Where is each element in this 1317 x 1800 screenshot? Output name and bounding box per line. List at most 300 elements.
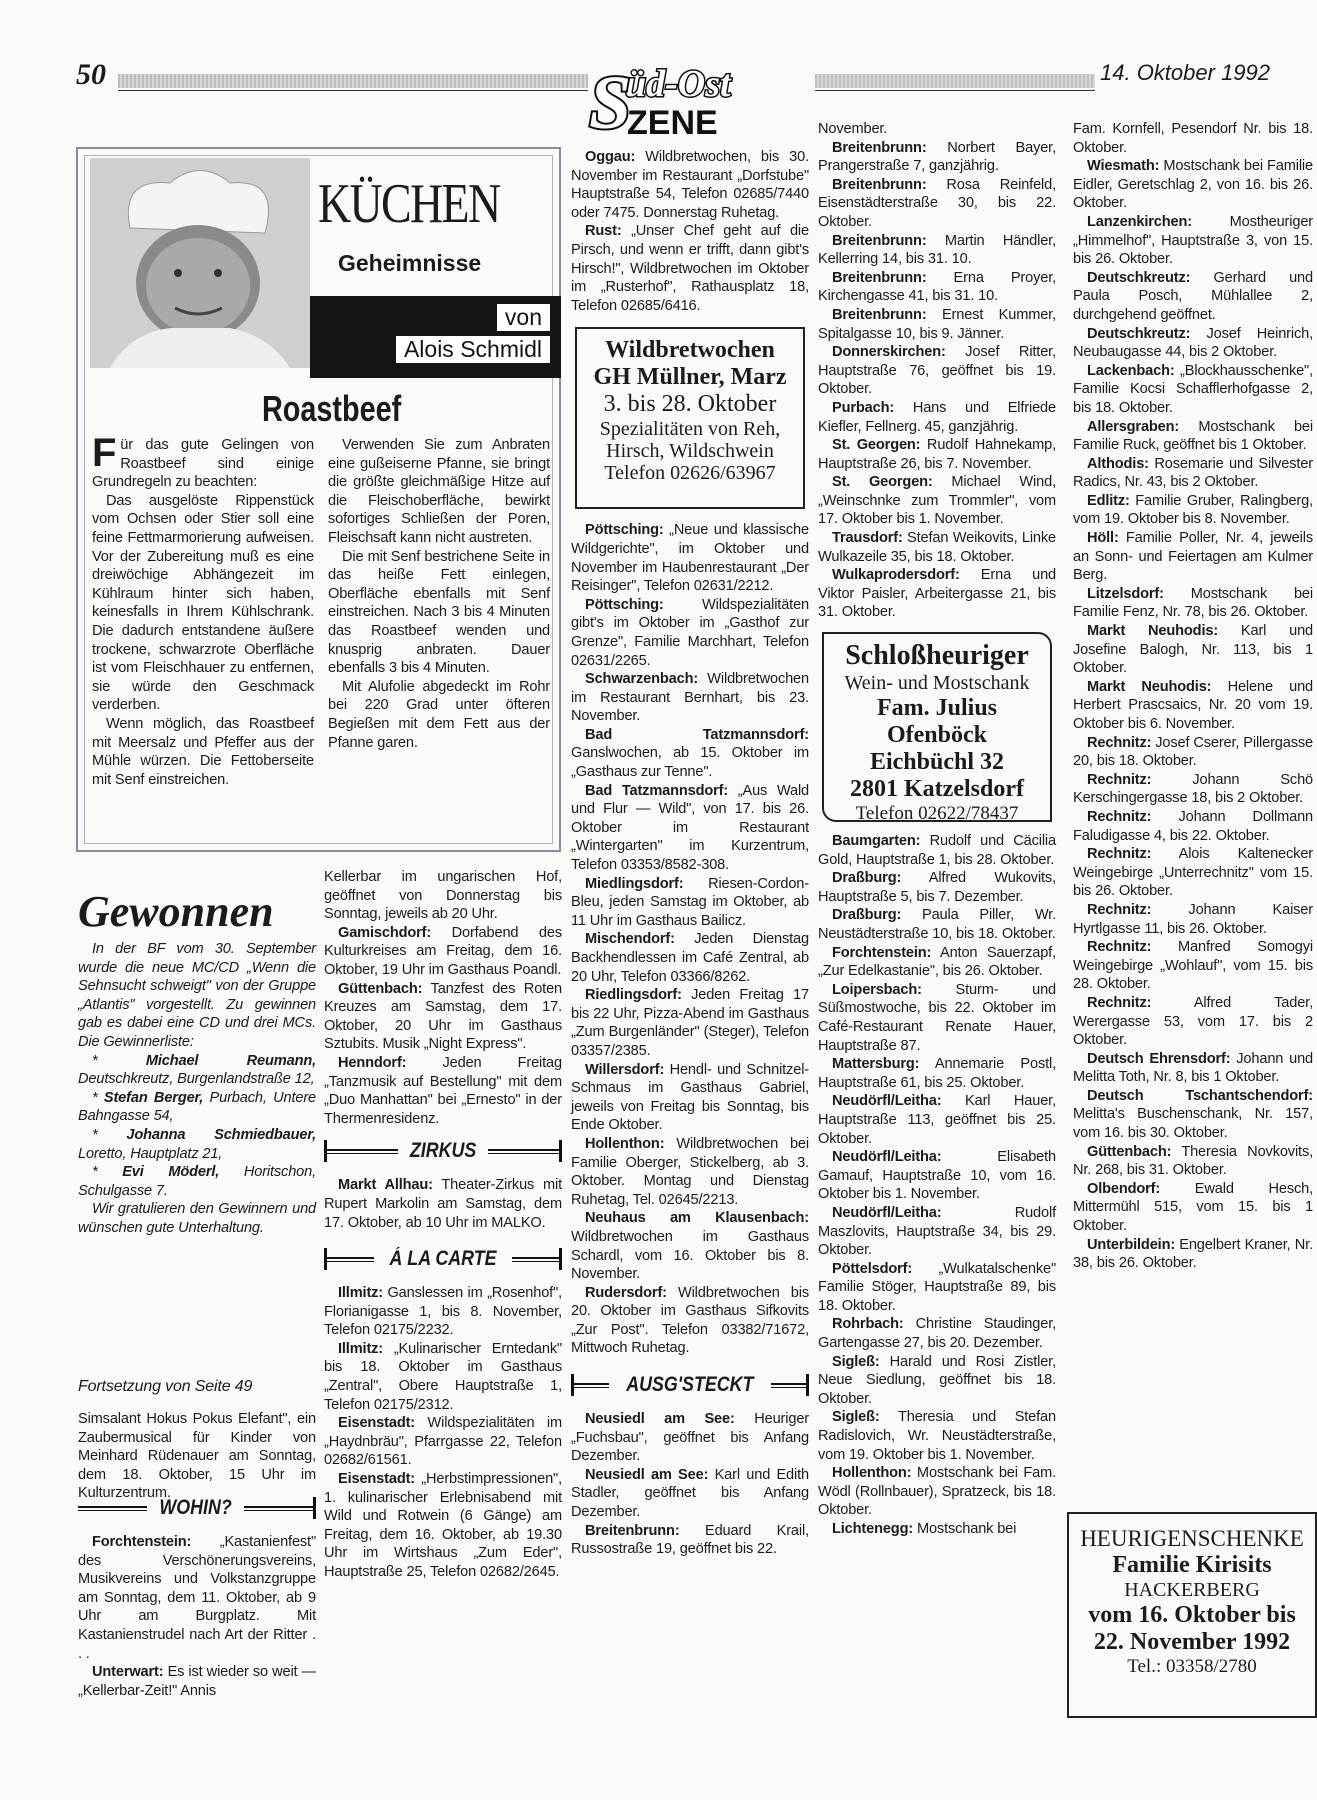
listing-entry	[1073, 845, 1313, 901]
listing-text: Wildspezialitäten im „Haydnbräu", Pfarrgasse 22, Telefon 02682/61561.	[324, 1415, 562, 1469]
listing-place: Rechnitz:	[1087, 994, 1152, 1011]
listing-entry	[78, 1533, 316, 1663]
listing-entry	[818, 306, 1056, 343]
listing-text: Gerhard und Paula Posch, Mühlallee 2, durchgehend geöffnet.	[1073, 269, 1313, 323]
listing-text: Erna und Viktor Paisler, Arbeitergasse 21, bis 31. Oktober.	[818, 567, 1056, 621]
winner-name: Stefan Berger,	[103, 1089, 204, 1106]
listing-place: Forchtenstein:	[92, 1534, 192, 1550]
listing-text: Karl und Edith Stadler, geöffnet bis Anfang Dezember.	[571, 1466, 809, 1521]
listing-entry	[818, 906, 1056, 943]
column-4	[818, 120, 1056, 1718]
listing-text: Theresia Novkovits, Nr. 268, bis 31. Oktober.	[1073, 1143, 1313, 1179]
listing-text: Martin Händler, Kellerring 14, bis 31. 10.	[818, 232, 1056, 268]
listing-text: Dorfabend des Kulturkreises am Freitag, dem 16. Oktober, 19 Uhr im Gasthaus Poandl.	[324, 924, 562, 978]
listing-entry	[818, 139, 1056, 176]
fortsetzung-text: Simsalant Hokus Pokus Elefant", ein Zaubermusical für Kinder von Meinhard Rüdenauer am Sonntag, dem 18. Oktober, 15 Uhr im Kulturzentrum.	[78, 1411, 316, 1502]
wohin-section	[78, 1485, 316, 1700]
listing-group	[324, 1284, 562, 1582]
listing-entry	[818, 944, 1056, 981]
listing-place: Breitenbrunn:	[832, 176, 927, 193]
paragraph: ür das gute Gelingen von Roastbeef sind einige Grundregeln zu beachten:	[92, 437, 314, 491]
listing-place: Rechnitz:	[1087, 901, 1152, 918]
listing-place: Rechnitz:	[1087, 939, 1152, 956]
listing-entry	[1073, 418, 1313, 455]
listing-entry	[818, 1520, 1056, 1539]
listing-entry	[571, 670, 809, 726]
listing-text: Josef Ritter, Hauptstraße 76, geöffnet bis 19. Oktober.	[818, 344, 1056, 398]
section-heading-ausgsteckt	[571, 1372, 809, 1398]
winner-name: Evi Möderl,	[122, 1164, 220, 1181]
listing-place: Forchtenstein:	[832, 944, 932, 961]
ad-line: Telefon 02626/63967	[604, 462, 776, 485]
listing-text: Familie Gruber, Ralingberg, vom 19. Oktober bis 8. November.	[1073, 492, 1313, 528]
listing-entry	[324, 1284, 562, 1340]
listing-place: Draßburg:	[832, 907, 902, 924]
listing-place: Deutschkreutz:	[1087, 269, 1191, 286]
listing-place: Deutsch Ehrensdorf:	[1087, 1050, 1231, 1067]
paragraph: Wenn möglich, das Roastbeef mit Meersalz und Pfeffer aus der Mühle würzen. Die Fettoberseite mit Senf einstreichen.	[92, 715, 314, 788]
listing-place: Bad Tatzmannsdorf:	[585, 782, 729, 799]
listing-text: Annemarie Postl, Hauptstraße 61, bis 25. Oktober.	[818, 1056, 1056, 1091]
listing-text: „Aus Wald und Flur — Wild", von 17. bis 26. Oktober im Restaurant „Wintergarten" im Kurzentrum, Telefon 03353/8582-308.	[571, 782, 810, 874]
listing-text: Johann Schö Kerschingergasse 18, bis 2 Oktober.	[1073, 771, 1313, 807]
listing-entry	[571, 222, 809, 315]
listing-text: Hans und Elfriede Kiefler, Fellnerg. 45, ganzjährig.	[818, 399, 1056, 435]
listing-place: Illmitz:	[338, 1340, 384, 1357]
ad-line: GH Müllner, Marz	[593, 364, 787, 391]
listing-entry	[78, 1663, 316, 1700]
listing-place: Unterwart:	[92, 1664, 164, 1681]
listing-place: Illmitz:	[338, 1285, 384, 1302]
listing-entry	[1073, 734, 1313, 771]
listing-entry	[818, 566, 1056, 622]
listing-place: Edlitz:	[1087, 492, 1130, 509]
listing-place: Loipersbach:	[832, 981, 922, 998]
listing-entry	[571, 726, 809, 782]
listing-text: Josef Cserer, Pillergasse 20, bis 18. Oktober.	[1073, 734, 1313, 770]
listing-text: Christine Staudinger, Gartengasse 27, bis 20. Dezember.	[818, 1316, 1056, 1352]
listing-entry	[1073, 938, 1313, 994]
header-rule-left	[118, 74, 588, 88]
listing-entry	[1073, 529, 1313, 585]
listing-place: Breitenbrunn:	[832, 306, 927, 323]
listing-text: Wildbretwochen bis 20. Oktober im Gasthaus Sifkovits „Zur Post". Telefon 03382/71672, Mittwoch Ruhetag.	[571, 1284, 809, 1357]
gewonnen-text	[78, 940, 316, 1238]
ad-line: Wildbretwochen	[605, 337, 775, 364]
listing-text: Riesen-Cordon-Bleu, jeden Samstag im Oktober, ab 11 Uhr im Gasthaus Bailicz.	[571, 875, 809, 929]
listing-entry	[1073, 1143, 1313, 1180]
ad-line: Eichbüchl 32	[869, 749, 1005, 776]
listing-text: Mostheuriger „Himmelhof", Hauptstraße 3, von 15. bis 26. Oktober.	[1073, 213, 1313, 268]
listing-place: Purbach:	[832, 399, 895, 416]
listing-text: Es ist wieder so weit — „Kellerbar-Zeit!" Annis	[78, 1664, 316, 1699]
listing-text: „Kulinarischer Erntedank" bis 18. Oktober im Gasthaus „Zentral", Obere Hauptstraße 1, Telefon 02175/2312.	[324, 1340, 562, 1413]
winner-address: Purbach, Untere Bahngasse 54,	[78, 1089, 317, 1125]
listing-place: Deutschkreutz:	[1087, 325, 1191, 342]
listing-text: Johann Dollmann Faludigasse 4, bis 22. Oktober.	[1073, 808, 1313, 844]
listing-entry	[818, 1055, 1056, 1092]
listing-text: Mostschank bei Familie Eidler, Geretschlag 2, von 16. bis 26. Oktober.	[1073, 158, 1313, 212]
listing-group	[571, 1410, 809, 1559]
listing-text: November.	[818, 121, 888, 137]
listing-group	[818, 832, 1056, 1539]
listing-group	[818, 120, 1056, 622]
listing-entry	[1073, 771, 1313, 808]
listing-text: „Herbstimpressionen", 1. kulinarischer Erlebnisabend mit Wild und Rotwein (6 Gänge) am Freitag, dem 16. Oktober, ab 19.30 Uhr im Wirtshaus „Zum Eder", Hauptstraße 25, Telefon 02682/2645.	[324, 1471, 562, 1580]
listing-place: Schwarzenbach:	[585, 671, 699, 688]
listing-entry	[1073, 1087, 1313, 1143]
ad-line: Telefon 02622/78437	[855, 803, 1019, 825]
listing-place: Rechnitz:	[1087, 808, 1152, 825]
listing-entry	[1073, 325, 1313, 362]
listing-entry	[818, 232, 1056, 269]
listing-text: Wildspezialitäten gibt's im Oktober im „Gasthof zur Grenze", Familie Marchhart, Telefon 02631/2265.	[571, 596, 809, 669]
ad-line: Spezialitäten von Reh, Hirsch, Wildschwein	[599, 418, 781, 463]
header-line	[118, 90, 588, 91]
listing-entry	[571, 1135, 809, 1209]
listing-text: Anton Sauerzapf, „Zur Edelkastanie", bis 26. Oktober.	[818, 944, 1056, 980]
byline-von: von	[497, 304, 550, 331]
paragraph: Das ausgelöste Rippenstück vom Ochsen oder Stier soll eine feine Fettmarmorierung aufweisen. Vor der Zubereitung muß es eine dreiwöchige Abhängezeit im Kühlraum hinter sich haben, keinesfalls in Ihrem Kühlschrank. Die dadurch entstandene äußere trockene, schwarzrote Oberfläche ist vom Fleischhauer zu entfernen, sie würde den Geschmack verderben.	[92, 492, 314, 714]
ad-line: Wein- und Mostschank	[844, 672, 1030, 695]
listing-group	[324, 868, 562, 1128]
listing-place: Rechnitz:	[1087, 771, 1152, 788]
feature-title: KÜCHEN	[318, 173, 500, 235]
recipe-headline: Roastbeef	[262, 388, 402, 429]
sued-ost-szene-logo	[585, 58, 810, 145]
paragraph: Verwenden Sie zum Anbraten eine gußeiserne Pfanne, sie bringt die größte gleichmäßige Hitze auf die Fleischoberfläche, bewirkt sofortiges Schließen der Poren, Fleischsaft kann nicht austreten.	[328, 437, 550, 546]
section-label: Á LA CARTE	[389, 1247, 497, 1271]
listing-text: Fam. Kornfell, Pesendorf Nr. bis 18. Oktober.	[1073, 121, 1313, 156]
byline	[310, 296, 550, 378]
listing-entry	[818, 1092, 1056, 1148]
listing-entry	[1073, 1180, 1313, 1236]
listing-place: St. Georgen:	[832, 474, 933, 491]
listing-entry	[571, 986, 809, 1060]
listing-place: Trausdorf:	[832, 530, 903, 547]
listing-place: Deutsch Tschantschendorf:	[1087, 1087, 1313, 1104]
listing-place: Neudörfl/Leitha:	[832, 1149, 942, 1166]
listing-place: Eisenstadt:	[338, 1415, 416, 1432]
listing-text: Josef Heinrich, Neubaugasse 44, bis 2 Oktober.	[1073, 325, 1313, 361]
listing-entry	[324, 1054, 562, 1128]
listing-entry	[571, 782, 809, 875]
listing-entry	[818, 473, 1056, 529]
listing-text: Hendl- und Schnitzel-Schmaus im Gasthaus Gabriel, jeweils von Freitag bis Sonntag, bis Ende Oktober.	[571, 1061, 809, 1134]
listing-text: Wildbretwochen im Gasthaus Schardl, vom 16. Oktober bis 8. November.	[571, 1228, 809, 1283]
listing-place: Lanzenkirchen:	[1087, 213, 1192, 230]
listing-text: Michael Wind, „Weinschnke zum Trommler", vom 17. Oktober bis 1. November.	[818, 474, 1056, 528]
listing-text: Mostschank bei Fam. Wödl (Rollnbauer), Spratzeck, bis 18. Oktober.	[818, 1465, 1056, 1519]
winner-list	[78, 1052, 316, 1201]
listing-text: Theresia und Stefan Radislovich, Wr. Neustädterstraße, vom 19. Oktober bis 1. November.	[818, 1409, 1056, 1463]
listing-place: Markt Neuhodis:	[1087, 623, 1219, 640]
listing-place: Hollenthon:	[832, 1465, 912, 1482]
listing-place: Rechnitz:	[1087, 846, 1152, 863]
byline-author: Alois Schmidl	[396, 336, 550, 363]
listing-text: Manfred Somogyi Weingebirge „Wohlauf", vom 15. bis 28. Oktober.	[1073, 939, 1313, 993]
listing-text: Heuriger „Fuchsbau", geöffnet bis Anfang Dezember.	[571, 1411, 809, 1465]
ad-line: HACKERBERG	[1124, 1579, 1260, 1601]
ad-heurigenschenke	[1067, 1512, 1317, 1718]
listing-text: Jeden Freitag „Tanzmusik auf Bestellung" mit dem „Duo Manhattan" bei „Ernesto" in der Thermenresidenz.	[324, 1054, 562, 1127]
listing-text: Jeden Dienstag Backhendlessen im Café Zentral, ab 20 Uhr, Telefon 03366/8262.	[571, 931, 809, 985]
listing-place: St. Georgen:	[832, 437, 921, 454]
ad-line: 2801 Katzelsdorf	[850, 776, 1024, 803]
listing-text: Theater-Zirkus mit Rupert Markolin am Samstag, dem 17. Oktober, ab 10 Uhr im MALKO.	[324, 1177, 562, 1231]
ad-line: Fam. Julius Ofenböck	[876, 695, 998, 749]
header-line	[815, 90, 1095, 91]
listing-place: Henndorf:	[338, 1054, 407, 1071]
section-label: WOHIN?	[159, 1496, 232, 1519]
listing-text: Ganslwochen, ab 15. Oktober im „Gasthaus zur Tenne".	[571, 745, 809, 781]
listing-entry	[818, 832, 1056, 869]
listing-text: Johann und Melitta Toth, Nr. 8, bis 1 Oktober.	[1073, 1050, 1314, 1086]
listing-place: Wiesmath:	[1087, 158, 1160, 175]
listing-text: Harald und Rosi Zistler, Neue Siedlung, geöffnet bis 18. Oktober.	[818, 1353, 1056, 1407]
winner: * Johanna Schmiedbauer, Loretto, Hauptplatz 21,	[78, 1126, 317, 1162]
listing-place: Lichtenegg:	[832, 1521, 914, 1537]
listing-text: Alfred Tader, Werergasse 53, vom 17. bis 2 Oktober.	[1073, 994, 1313, 1049]
listing-place: Neusiedl am See:	[585, 1466, 709, 1483]
ad-wildbretwochen	[575, 327, 805, 509]
winner: * Michael Reumann, Deutschkreutz, Burgenlandstraße 12,	[78, 1052, 317, 1088]
listing-entry	[1073, 994, 1313, 1050]
listing-entry	[324, 1176, 562, 1232]
winner-address: Horitschon, Schulgasse 7.	[78, 1164, 317, 1199]
listing-entry	[1073, 585, 1313, 622]
listing-text: Mostschank bei Familie Fenz, Nr. 78, bis 26. Oktober.	[1073, 585, 1313, 621]
feature-subtitle: Geheimnisse	[338, 250, 482, 276]
listing-entry	[324, 1340, 562, 1414]
ad-line: Familie Kirisits	[1112, 1552, 1272, 1578]
listing-entry	[571, 875, 809, 931]
listing-place: Breitenbrunn:	[585, 1522, 680, 1539]
listing-text: Paula Piller, Wr. Neustädterstraße 10, bis 18. Oktober.	[818, 907, 1056, 942]
listing-text: Erna Proyer, Kirchengasse 41, bis 31. 10.	[818, 269, 1056, 305]
listing-place: Neuhaus am Klausenbach:	[585, 1210, 809, 1227]
listing-group	[78, 1533, 316, 1700]
listing-place: Neudörfl/Leitha:	[832, 1204, 942, 1221]
listing-entry	[818, 176, 1056, 232]
listing-place: Rechnitz:	[1087, 734, 1152, 751]
listing-entry	[1073, 213, 1313, 269]
listing-entry	[818, 529, 1056, 566]
listing-entry	[571, 1466, 809, 1522]
listing-place: Lackenbach:	[1087, 362, 1175, 379]
listing-text: Rudolf Hahnekamp, Hauptstraße 26, bis 7. November.	[818, 437, 1056, 472]
listing-text: Helene und Herbert Prascsaics, Nr. 20 vom 19. Oktober bis 6. November.	[1073, 678, 1314, 732]
listing-entry	[571, 1061, 809, 1135]
listing-entry	[1073, 492, 1313, 529]
listing-text: Karl und Josefine Balogh, Nr. 113, bis 1 Oktober.	[1073, 623, 1313, 677]
listing-place: Rohrbach:	[832, 1316, 904, 1333]
listing-place: Pöttsching:	[585, 522, 664, 539]
listing-entry	[818, 869, 1056, 906]
listing-entry	[571, 930, 809, 986]
listing-entry	[818, 1315, 1056, 1352]
listing-place: Miedlingsdorf:	[585, 875, 684, 892]
gewonnen-intro: In der BF vom 30. September wurde die neue MC/CD „Wenn die Sehnsucht schweigt" von der Gruppe „Atlantis" vorgestellt. Zu gewinnen gab es dabei eine CD und drei MCs. Die Gewinnerliste:	[78, 941, 316, 1050]
listing-text: Ganslessen im „Rosenhof", Florianigasse 1, bis 8. November, Telefon 02175/2232.	[324, 1285, 562, 1339]
listing-entry	[818, 399, 1056, 436]
listing-place: Mattersburg:	[832, 1056, 920, 1073]
listing-entry	[1073, 808, 1313, 845]
listing-text: Stefan Weikovits, Linke Wulkazeile 35, bis 18. Oktober.	[818, 530, 1056, 565]
listing-text: „Wulkatalschenke" Familie Stöger, Hauptstraße 89, bis 18. Oktober.	[818, 1260, 1056, 1314]
winner: * Stefan Berger, Purbach, Untere Bahngasse 54,	[78, 1089, 317, 1125]
listing-place: Rust:	[585, 223, 622, 240]
listing-place: Bad Tatzmannsdorf:	[585, 726, 809, 743]
dropcap: F	[92, 431, 117, 475]
svg-text:S: S	[589, 61, 632, 145]
ad-line: vom 16. Oktober bis	[1088, 1602, 1296, 1628]
listing-place: Althodis:	[1087, 455, 1149, 472]
listing-text: „Kastanienfest" des Verschönerungsvereins, Musikvereins und Volkstanzgruppe am Sonntag, dem 11. Oktober, ab 9 Uhr am Burgplatz. Mit Kastanienstrudel nach Art der Ritter . . .	[78, 1534, 316, 1662]
listing-place: Olbendorf:	[1087, 1180, 1161, 1197]
listing-text: Wildbretwochen, bis 30. November im Restaurant „Dorfstube" Hauptstraße 54, Telefon 02685/7440 oder 7475. Donnerstag Ruhetag.	[571, 149, 809, 221]
listing-place: Breitenbrunn:	[832, 269, 927, 286]
winner-name: Johanna Schmiedbauer,	[126, 1126, 317, 1143]
listing-place: Güttenbach:	[1087, 1143, 1172, 1160]
issue-date: 14. Oktober 1992	[1100, 60, 1271, 85]
listing-place: Baumgarten:	[832, 833, 921, 850]
listing-place: Mischendorf:	[585, 931, 675, 948]
listing-entry	[818, 436, 1056, 473]
listing-text: Rosa Reinfeld, Eisenstädterstraße 30, bis 22. Oktober.	[818, 176, 1056, 230]
section-heading-wohin	[78, 1495, 316, 1521]
listing-entry	[1073, 120, 1313, 157]
listing-entry	[1073, 622, 1313, 678]
section-heading-zirkus	[324, 1138, 562, 1164]
column-5	[1073, 120, 1313, 1500]
listing-entry	[818, 343, 1056, 399]
winner-address: Deutschkreutz, Burgenlandstraße 12,	[78, 1071, 315, 1088]
gewonnen-heading: Gewonnen	[78, 887, 274, 936]
listing-text: Ewald Hesch, Mittermühl 515, vom 15. bis 1 Oktober.	[1073, 1180, 1313, 1235]
winner: * Evi Möderl, Horitschon, Schulgasse 7.	[78, 1164, 317, 1199]
listing-entry	[324, 1414, 562, 1470]
listing-text: Elisabeth Gamauf, Hauptstraße 10, vom 16. Oktober bis 1. November.	[818, 1149, 1056, 1203]
listing-text: „Blockhausschenke", Familie Kocsi Schafflerhofgasse 2, bis 18. Oktober.	[1073, 362, 1313, 416]
listing-text: Norbert Bayer, Prangerstraße 7, ganzjährig.	[818, 139, 1056, 175]
listing-entry	[324, 924, 562, 980]
listing-entry	[818, 1204, 1056, 1260]
section-label: AUSG'STECKT	[626, 1373, 754, 1397]
listing-text: Johann Kaiser Hyrtlgasse 11, bis 26. Oktober.	[1073, 901, 1313, 937]
listing-entry	[571, 1284, 809, 1358]
listing-entry	[571, 1209, 809, 1283]
ad-line: HEURIGENSCHENKE	[1080, 1526, 1304, 1551]
winner-address: Loretto, Hauptplatz 21,	[78, 1145, 223, 1162]
listing-place: Donnerskirchen:	[832, 344, 946, 361]
listing-text: Wildbretwochen im Restaurant Bernhart, bis 23. November.	[571, 671, 809, 725]
listing-entry	[571, 148, 809, 222]
listing-entry	[324, 1470, 562, 1582]
listing-entry	[818, 1260, 1056, 1316]
ad-line: 22. November 1992	[1093, 1629, 1291, 1655]
listing-text: Jeden Freitag 17 bis 22 Uhr, Pizza-Abend im Gasthaus „Zum Burgenländer" (Steger), Telefon 03357/2385.	[571, 987, 809, 1059]
header-rule-right	[815, 74, 1095, 88]
listing-entry	[324, 868, 562, 924]
listing-place: Neusiedl am See:	[585, 1411, 735, 1428]
listing-entry	[1073, 157, 1313, 213]
listing-entry	[1073, 1050, 1313, 1087]
listing-place: Höll:	[1087, 530, 1119, 547]
listing-text: Alois Kaltenecker Weingebirge „Unterrechnitz" vom 15. bis 26. Oktober.	[1073, 846, 1313, 900]
listing-place: Hollenthon:	[585, 1135, 665, 1152]
listing-text: „Unser Chef geht auf die Pirsch, und wenn er trifft, dann gibt's Hirsch!", Wildbretwochen im Oktober im „Rusterhof", Rathausplatz 18, Telefon 02685/6416.	[571, 223, 809, 314]
page-number: 50	[76, 58, 106, 91]
fortsetzung-label: Fortsetzung von Seite 49	[78, 1378, 253, 1395]
listing-group	[1073, 120, 1313, 1273]
winner-name: Michael Reumann,	[145, 1052, 317, 1069]
column-2	[324, 868, 562, 1718]
listing-text: Mostschank bei	[913, 1521, 1017, 1537]
ad-line: Tel.: 03358/2780	[1127, 1656, 1257, 1677]
listing-text: Eduard Krail, Russostraße 19, geöffnet bis 22.	[571, 1522, 809, 1558]
listing-text: Sturm- und Süßmostwoche, bis 22. Oktober im Café-Restaurant Renate Hauer, Hauptstraße 87.	[818, 981, 1056, 1054]
section-label: ZIRKUS	[409, 1139, 477, 1163]
listing-text: Tanzfest des Roten Kreuzes am Samstag, dem 17. Oktober, 20 Uhr im Gasthaus Sztubits. Musik „Night Express".	[324, 980, 562, 1053]
listing-place: Pöttsching:	[585, 596, 664, 613]
listing-text: Alfred Wukovits, Hauptstraße 5, bis 7. Dezember.	[818, 870, 1056, 905]
column-3	[571, 148, 809, 1718]
listing-place: Wulkaprodersdorf:	[832, 567, 960, 584]
listing-text: Ernest Kummer, Spitalgasse 10, bis 9. Jänner.	[818, 306, 1056, 342]
listing-text: „Neue und klassische Wildgerichte", im Oktober und November im Haubenrestaurant „Der Reisinger", Telefon 02631/2212.	[571, 522, 809, 595]
listing-place: Oggau:	[585, 149, 636, 165]
listing-text: Rudolf Maszlovits, Hauptstraße 34, bis 29. Oktober.	[818, 1204, 1056, 1259]
listing-entry	[818, 981, 1056, 1055]
listing-group	[571, 148, 809, 315]
listing-text: Kellerbar im ungarischen Hof, geöffnet von Donnerstag bis Sonntag, jeweils ab 20 Uhr.	[324, 869, 562, 923]
svg-text:üd-Ost: üd-Ost	[625, 63, 731, 105]
listing-entry	[1073, 678, 1313, 734]
ad-line: 3. bis 28. Oktober	[603, 391, 777, 418]
listing-entry	[818, 1353, 1056, 1409]
listing-entry	[324, 980, 562, 1054]
listing-text: Familie Poller, Nr. 4, jeweils an Sonn- und Feiertagen am Kulmer Berg.	[1073, 530, 1313, 584]
listing-entry	[818, 120, 1056, 139]
listing-place: Litzelsdorf:	[1087, 585, 1164, 602]
listing-entry	[818, 1408, 1056, 1464]
listing-entry	[818, 1464, 1056, 1520]
listing-place: Riedlingsdorf:	[585, 987, 682, 1004]
listing-entry	[1073, 901, 1313, 938]
listing-place: Sigleß:	[832, 1409, 880, 1426]
gewonnen-outro: Wir gratulieren den Gewinnern und wünschen gute Unterhaltung.	[78, 1201, 316, 1236]
listing-text: Rudolf und Cäcilia Gold, Hauptstraße 1, bis 28. Oktober.	[818, 833, 1056, 868]
listing-entry	[1073, 455, 1313, 492]
listing-entry	[818, 1148, 1056, 1204]
listing-group	[571, 521, 809, 1358]
listing-entry	[571, 596, 809, 670]
section-heading-alacarte	[324, 1246, 562, 1272]
listing-place: Güttenbach:	[338, 980, 423, 997]
listing-text: Wildbretwochen bei Familie Oberger, Stickelberg, ab 3. Oktober. Montag und Dienstag Ruhetag, Tel. 02645/2213.	[571, 1135, 809, 1208]
listing-entry	[1073, 269, 1313, 325]
listing-text: Melitta's Buschenschank, Nr. 157, vom 16. bis 30. Oktober.	[1073, 1106, 1313, 1142]
listing-place: Breitenbrunn:	[832, 232, 927, 249]
listing-place: Breitenbrunn:	[832, 139, 927, 156]
listing-place: Unterbildein:	[1087, 1236, 1176, 1253]
listing-entry	[1073, 362, 1313, 418]
paragraph: Die mit Senf bestrichene Seite in das heiße Fett einlegen, Oberfläche ebenfalls mit Senf einstreichen. Nach 3 bis 4 Minuten das Roastbeef wenden und knusprig anbraten. Dauer ebenfalls 3 bis 4 Minuten.	[328, 548, 550, 677]
listing-place: Sigleß:	[832, 1353, 880, 1370]
listing-place: Rudersdorf:	[585, 1284, 667, 1301]
ad-line: Schloßheuriger	[845, 640, 1029, 672]
